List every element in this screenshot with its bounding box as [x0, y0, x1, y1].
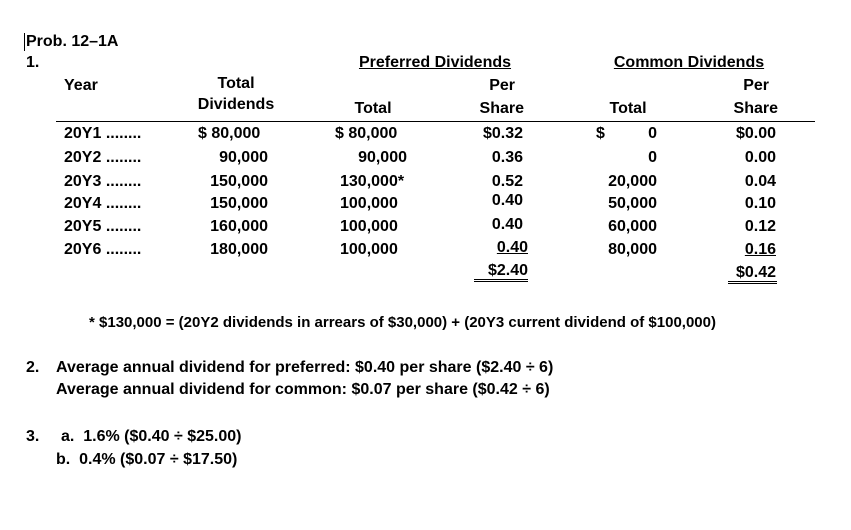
col-year-header: Year [64, 77, 98, 94]
part-2-number: 2. [26, 359, 40, 376]
cell-pref-per-share: 0.52 [491, 173, 523, 190]
cell-year: 20Y1 ........ [64, 125, 142, 142]
cell-common-total-sign: $ [596, 125, 605, 142]
pref-total-double-rule-2 [474, 281, 528, 282]
cell-year: 20Y5 ........ [64, 218, 142, 235]
cell-pref-total: 130,000* [340, 173, 405, 190]
cell-common-per-share: 0.00 [744, 149, 776, 166]
cell-common-per-share: 0.04 [744, 173, 776, 190]
common-per-share-total: $0.42 [735, 264, 776, 281]
cell-common-per-share: 0.16 [744, 241, 776, 258]
cell-common-total: 80,000 [608, 241, 657, 258]
common-total-double-rule-2 [728, 283, 777, 284]
part-3-number: 3. [26, 428, 40, 445]
pref-per-share-total: $2.40 [487, 262, 528, 279]
cell-year: 20Y6 ........ [64, 241, 142, 258]
cell-common-total: 20,000 [608, 173, 657, 190]
col-common-total-header: Total [609, 100, 647, 117]
cell-year: 20Y3 ........ [64, 173, 142, 190]
cell-total-dividends: $ 80,000 [198, 125, 261, 142]
cell-pref-total: 100,000 [340, 218, 398, 235]
common-dividends-header: Common Dividends [613, 54, 765, 71]
cell-total-dividends: 150,000 [210, 195, 268, 212]
cell-common-total: 50,000 [608, 195, 657, 212]
col-pref-per-header-line2: Share [479, 100, 524, 117]
preferred-dividends-header: Preferred Dividends [358, 54, 512, 71]
col-total-dividends-header-line2: Dividends [197, 96, 275, 113]
problem-title: Prob. 12–1A [26, 33, 119, 50]
cell-common-total: 0 [648, 125, 657, 142]
cell-pref-per-share: 0.40 [491, 216, 523, 233]
header-rule [56, 121, 815, 122]
cell-pref-total: 90,000 [358, 149, 407, 166]
col-pref-total-header: Total [354, 100, 392, 117]
cell-pref-per-share: 0.40 [496, 239, 528, 256]
cell-pref-total: 100,000 [340, 195, 398, 212]
cell-pref-total: $ 80,000 [335, 125, 398, 142]
cell-common-per-share: 0.12 [744, 218, 776, 235]
cell-total-dividends: 150,000 [210, 173, 268, 190]
text-cursor [24, 33, 25, 51]
part-2-line-1: Average annual dividend for preferred: $0.40 per share ($2.40 ÷ 6) [56, 359, 554, 376]
cell-year: 20Y2 ........ [64, 149, 142, 166]
part-1-number: 1. [26, 54, 40, 71]
part-3-line-a: a. 1.6% ($0.40 ÷ $25.00) [61, 428, 242, 445]
footnote: * $130,000 = (20Y2 dividends in arrears of $30,000) + (20Y3 current dividend of $100,000) [89, 314, 716, 331]
cell-year: 20Y4 ........ [64, 195, 142, 212]
cell-total-dividends: 160,000 [210, 218, 268, 235]
cell-pref-per-share: 0.36 [491, 149, 523, 166]
common-total-double-rule-1 [728, 281, 777, 282]
cell-pref-per-share: 0.40 [491, 192, 523, 209]
cell-common-per-share: 0.10 [744, 195, 776, 212]
col-pref-per-header-line1: Per [489, 77, 515, 94]
col-total-dividends-header-line1: Total [217, 75, 255, 92]
cell-pref-total: 100,000 [340, 241, 398, 258]
part-2-line-2: Average annual dividend for common: $0.07 per share ($0.42 ÷ 6) [56, 381, 550, 398]
cell-pref-per-share: $0.32 [482, 125, 523, 142]
cell-common-total: 0 [648, 149, 657, 166]
col-common-per-header-line1: Per [743, 77, 769, 94]
cell-common-total: 60,000 [608, 218, 657, 235]
cell-common-per-share: $0.00 [735, 125, 776, 142]
cell-total-dividends: 90,000 [219, 149, 268, 166]
col-common-per-header-line2: Share [733, 100, 778, 117]
part-3-line-b: b. 0.4% ($0.07 ÷ $17.50) [56, 451, 238, 468]
pref-total-double-rule-1 [474, 279, 528, 280]
cell-total-dividends: 180,000 [210, 241, 268, 258]
